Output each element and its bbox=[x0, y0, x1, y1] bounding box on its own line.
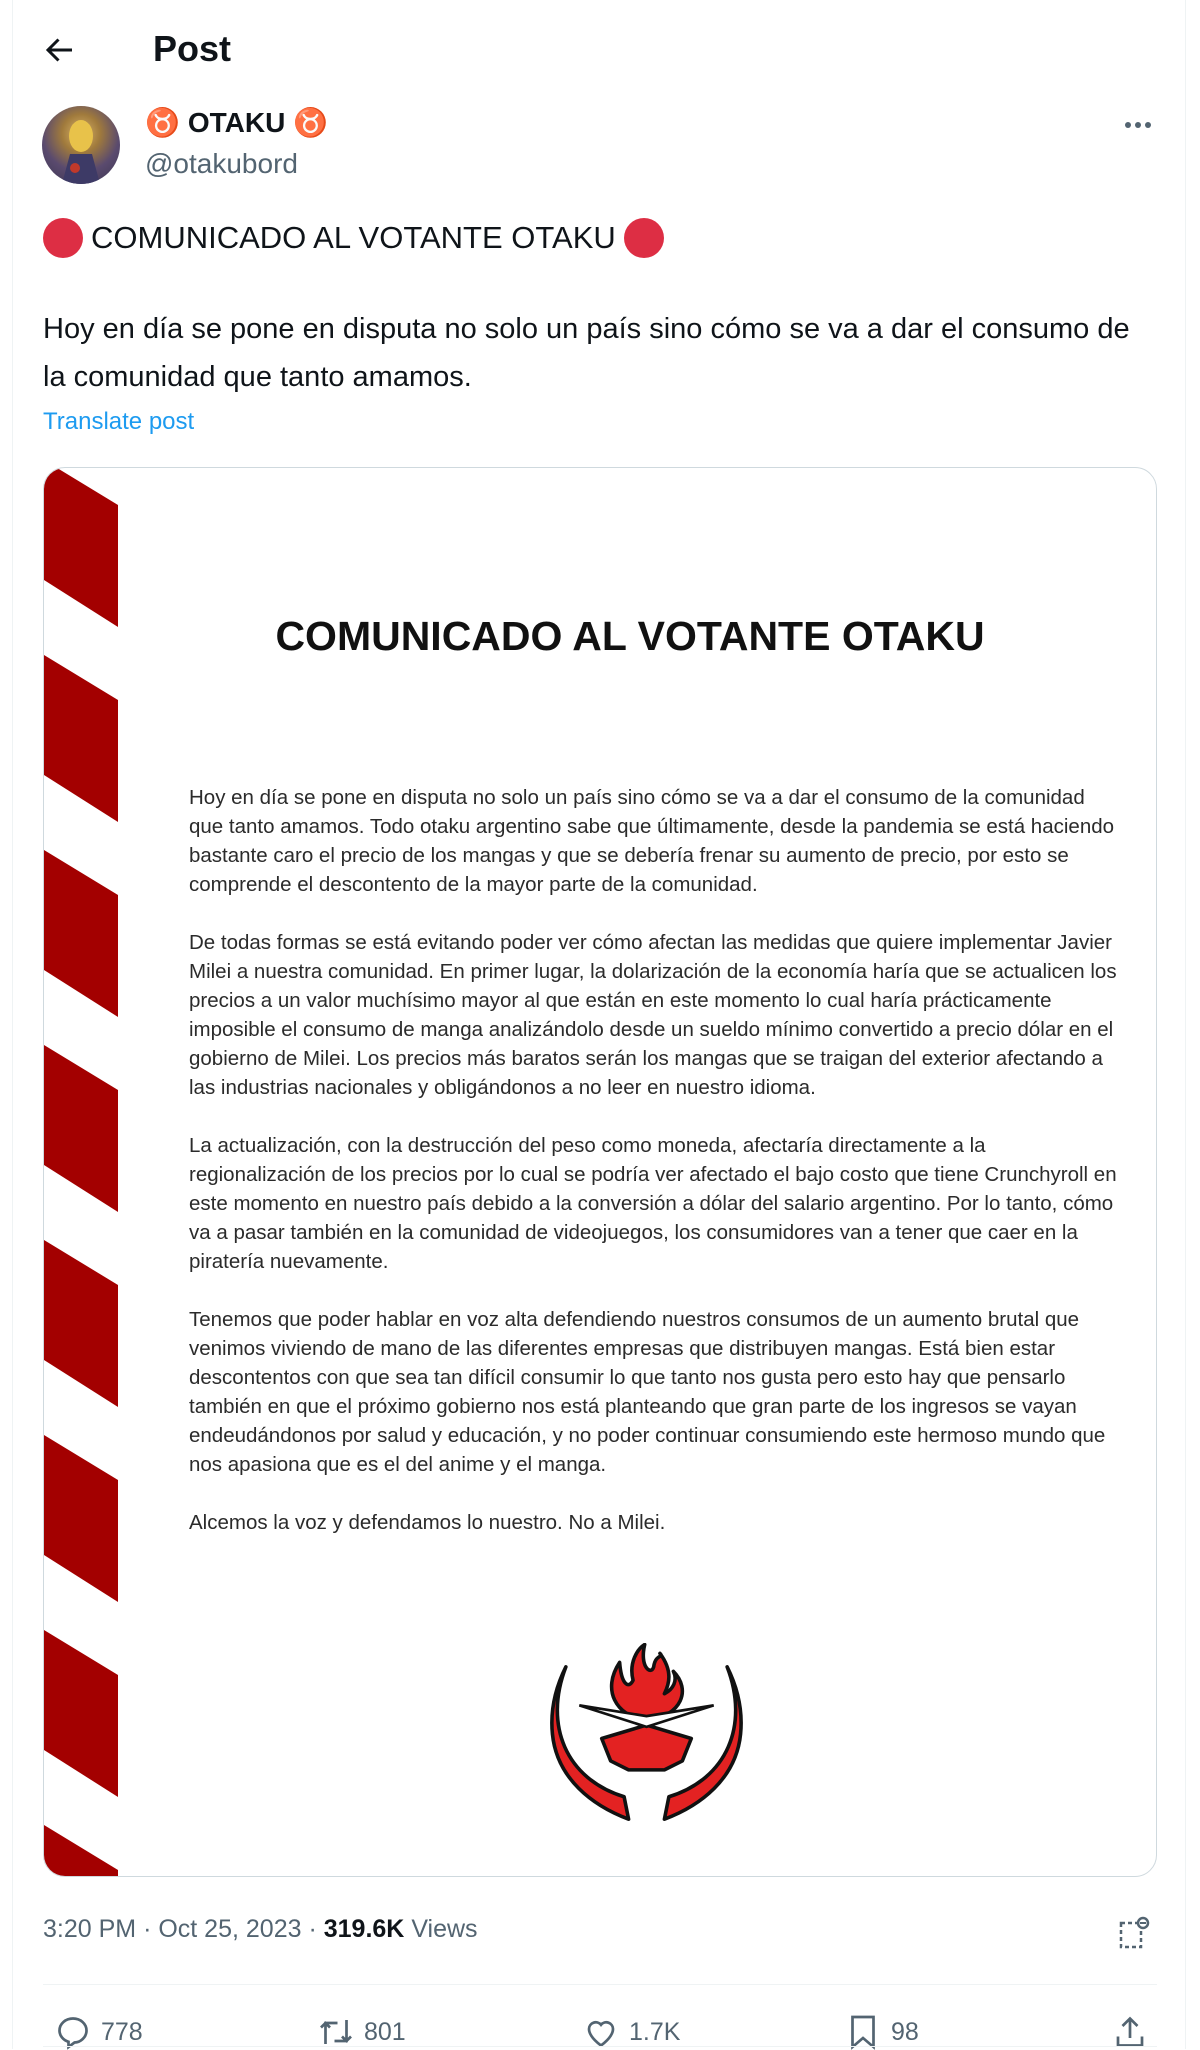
share-button[interactable] bbox=[1112, 2014, 1148, 2050]
headline-text: COMUNICADO AL VOTANTE OTAKU bbox=[91, 220, 616, 255]
like-button[interactable] bbox=[583, 2014, 680, 2050]
separator: · bbox=[308, 1915, 317, 1943]
gurren-skull-logo-icon bbox=[539, 1643, 754, 1843]
bookmark-button[interactable] bbox=[845, 2014, 919, 2050]
separator: · bbox=[143, 1915, 152, 1943]
analytics-icon[interactable] bbox=[1118, 1915, 1150, 1951]
divider bbox=[43, 1984, 1157, 1985]
stripe-band bbox=[44, 1435, 118, 1602]
red-circle-icon bbox=[43, 218, 83, 258]
post-image[interactable] bbox=[43, 467, 1157, 1877]
share-icon bbox=[1112, 2014, 1148, 2050]
post-date[interactable]: Oct 25, 2023 bbox=[158, 1915, 302, 1943]
reply-icon bbox=[55, 2014, 91, 2050]
translate-post-link[interactable]: Translate post bbox=[43, 408, 195, 435]
post-text: Hoy en día se pone en disputa no solo un país sino cómo se va a dar el consumo de la comunidad que tanto amamos. bbox=[43, 313, 1130, 393]
taurus-emoji-icon: ♉ bbox=[293, 107, 329, 138]
bookmark-icon bbox=[845, 2014, 881, 2050]
stripe-band bbox=[44, 1240, 118, 1407]
views-label: Views bbox=[411, 1915, 478, 1943]
repost-button[interactable] bbox=[318, 2014, 406, 2050]
heart-icon bbox=[583, 2014, 619, 2050]
reply-count: 778 bbox=[101, 2017, 143, 2046]
repost-count: 801 bbox=[364, 2017, 406, 2046]
bookmark-count: 98 bbox=[891, 2017, 919, 2046]
author-name[interactable] bbox=[145, 106, 328, 139]
stripe-band bbox=[44, 1630, 118, 1797]
like-count: 1.7K bbox=[629, 2017, 681, 2046]
post-headline bbox=[43, 218, 664, 258]
stripe-band bbox=[44, 850, 118, 1017]
page-title: Post bbox=[153, 28, 232, 69]
reply-button[interactable] bbox=[55, 2014, 143, 2050]
avatar[interactable] bbox=[42, 106, 120, 184]
post-time[interactable]: 3:20 PM bbox=[43, 1915, 137, 1943]
candy-stripe-border bbox=[44, 468, 124, 1877]
author-handle[interactable]: @otakubord bbox=[145, 148, 298, 179]
stripe-band bbox=[44, 468, 118, 627]
document-paragraph: Tenemos que poder hablar en voz alta defendiendo nuestros consumos de un aumento brutal que venimos viviendo de mano de las diferentes empresas que distribuyen mangas. Está bien estar descontentos con que sea tan difícil consumir lo que tanto nos gusta pero esto hay que pensarlo también en que el próximo gobierno nos está planteando que gran parte de los ingresos se vayan endeudándonos por salud y educación, y no poder continuar consumiendo este hermoso mundo que nos apasiona que es el del anime y el manga. bbox=[189, 1308, 1106, 1476]
views-count: 319.6K bbox=[323, 1915, 405, 1943]
document-body bbox=[189, 783, 1119, 1566]
document-paragraph: De todas formas se está evitando poder ver cómo afectan las medidas que quiere implementar Javier Milei a nuestra comunidad. En primer lugar, la dolarización de la economía haría que se actualicen los precios a un valor muchísimo mayor al que están en este momento lo cual haría prácticamente imposible el consumo de manga analizándolo desde un sueldo mínimo convertido a precio dólar en el gobierno de Milei. Los precios más baratos serán los mangas que se traigan del exterior afectando a las industrias nacionales y obligándonos a no leer en nuestro idioma. bbox=[189, 931, 1117, 1099]
stripe-band bbox=[44, 655, 118, 822]
back-arrow-icon[interactable] bbox=[42, 32, 78, 68]
document-title: COMUNICADO AL VOTANTE OTAKU bbox=[275, 613, 985, 659]
taurus-emoji-icon: ♉ bbox=[145, 107, 180, 138]
red-circle-icon bbox=[624, 218, 664, 258]
repost-icon bbox=[318, 2014, 354, 2050]
post-meta bbox=[43, 1915, 478, 1944]
document-paragraph: Hoy en día se pone en disputa no solo un país sino cómo se va a dar el consumo de la comunidad que tanto amamos. Todo otaku argentino sabe que últimamente, desde la pandemia se está haciendo bastante caro el precio de los mangas y que se debería frenar su aumento de precio, por esto se comprende el descontento de la mayor parte de la comunidad. bbox=[189, 786, 1115, 896]
document-paragraph: La actualización, con la destrucción del peso como moneda, afectaría directamente a la regionalización de los precios por lo cual se podría ver afectado el bajo costo que tiene Crunchyroll en este momento en nuestro país debido a la conversión a dólar del salario argentino. Por lo tanto, cómo va a pasar también en la comunidad de videojuegos, los consumidores van a tener que caer en la piratería nuevamente. bbox=[189, 1134, 1117, 1273]
stripe-band bbox=[44, 1045, 118, 1212]
document-paragraph: Alcemos la voz y defendamos lo nuestro. No a Milei. bbox=[189, 1511, 666, 1534]
more-options-icon[interactable] bbox=[1120, 110, 1156, 140]
author-name-text: OTAKU bbox=[187, 106, 286, 138]
divider bbox=[43, 2046, 1157, 2047]
stripe-band bbox=[44, 1825, 118, 1877]
